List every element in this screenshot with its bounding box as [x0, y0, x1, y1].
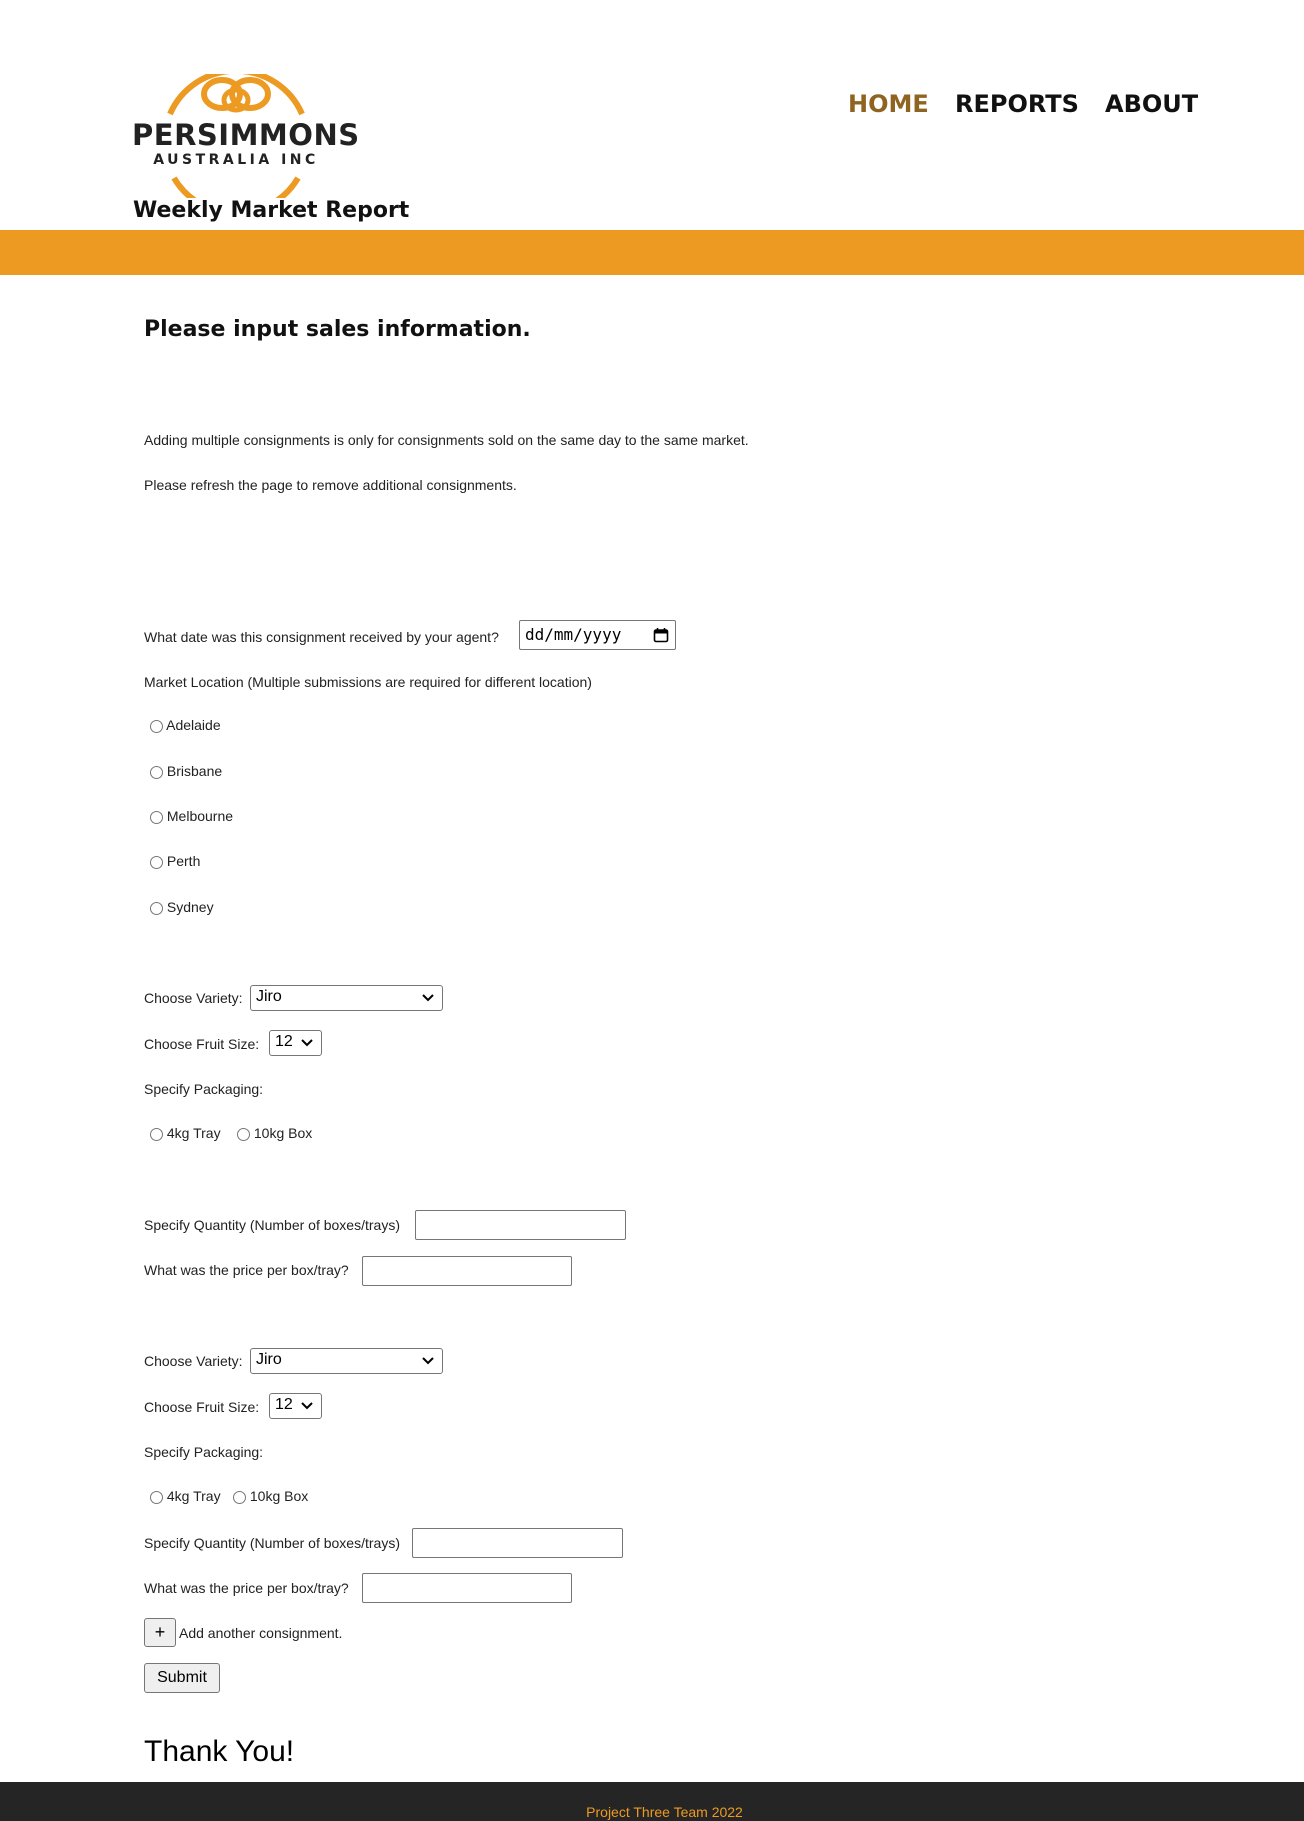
date-placeholder: dd/mm/yyyy: [525, 625, 622, 644]
radio-10kg-box[interactable]: [233, 1491, 246, 1504]
nav-about[interactable]: ABOUT: [1105, 90, 1199, 118]
fruit-size-label: Choose Fruit Size:: [144, 1399, 260, 1415]
quantity-input[interactable]: [415, 1210, 626, 1240]
location-option-perth[interactable]: [150, 853, 200, 869]
packaging-option-10kg-box[interactable]: [237, 1125, 312, 1141]
site-header: [0, 0, 1304, 230]
chevron-down-icon: [300, 1036, 314, 1050]
logo-wordmark: PERSIMMONS: [132, 118, 360, 152]
location-label: Melbourne: [166, 808, 234, 824]
nav-home[interactable]: HOME: [848, 90, 929, 118]
fruit-size-select[interactable]: [269, 1030, 322, 1056]
variety-value: Jiro: [256, 1351, 282, 1368]
location-label: Sydney: [166, 899, 214, 915]
variety-select[interactable]: [250, 985, 443, 1011]
submit-button[interactable]: Submit: [144, 1663, 220, 1693]
fruit-size-select[interactable]: [269, 1393, 322, 1419]
packaging-option-label: 4kg Tray: [166, 1125, 221, 1141]
note-multiple-consignments: Adding multiple consignments is only for consignments sold on the same day to the same market.: [144, 432, 749, 448]
date-input[interactable]: [519, 620, 676, 650]
header-accent-band: [0, 230, 1304, 275]
price-input[interactable]: [362, 1573, 572, 1603]
packaging-option-label: 10kg Box: [253, 1125, 313, 1141]
location-option-adelaide[interactable]: [150, 717, 221, 733]
footer-credit: Project Three Team 2022: [586, 1804, 743, 1820]
location-label: Brisbane: [166, 763, 223, 779]
packaging-option-label: 4kg Tray: [166, 1488, 221, 1504]
radio-sydney[interactable]: [150, 902, 163, 915]
calendar-icon[interactable]: [653, 627, 669, 643]
packaging-option-4kg-tray[interactable]: [150, 1125, 221, 1141]
quantity-input[interactable]: [412, 1528, 623, 1558]
radio-10kg-box[interactable]: [237, 1128, 250, 1141]
fruit-size-value: 12: [275, 1396, 293, 1413]
radio-adelaide[interactable]: [150, 720, 163, 733]
persimmons-logo[interactable]: [130, 74, 360, 198]
chevron-down-icon: [421, 991, 435, 1005]
packaging-option-label: 10kg Box: [249, 1488, 309, 1504]
note-refresh: Please refresh the page to remove additional consignments.: [144, 477, 517, 493]
market-location-label: Market Location (Multiple submissions are required for different location): [144, 674, 592, 690]
chevron-down-icon: [300, 1399, 314, 1413]
radio-perth[interactable]: [150, 856, 163, 869]
fruit-size-value: 12: [275, 1033, 293, 1050]
location-option-sydney[interactable]: [150, 899, 214, 915]
variety-value: Jiro: [256, 988, 282, 1005]
radio-4kg-tray[interactable]: [150, 1491, 163, 1504]
packaging-label: Specify Packaging:: [144, 1444, 264, 1460]
chevron-down-icon: [421, 1354, 435, 1368]
radio-brisbane[interactable]: [150, 766, 163, 779]
report-title: Weekly Market Report: [133, 198, 410, 223]
date-label: What date was this consignment received by your agent?: [144, 629, 499, 645]
nav-reports[interactable]: REPORTS: [955, 90, 1079, 118]
price-label: What was the price per box/tray?: [144, 1262, 349, 1278]
price-label: What was the price per box/tray?: [144, 1580, 349, 1596]
location-label: Perth: [166, 853, 201, 869]
add-consignment-label: Add another consignment.: [179, 1625, 343, 1641]
variety-label: Choose Variety:: [144, 990, 243, 1006]
page-title: Please input sales information.: [144, 317, 531, 342]
variety-label: Choose Variety:: [144, 1353, 243, 1369]
location-label: Adelaide: [166, 717, 221, 733]
packaging-option-4kg-tray[interactable]: [150, 1488, 221, 1504]
location-option-brisbane[interactable]: [150, 763, 222, 779]
price-input[interactable]: [362, 1256, 572, 1286]
location-option-melbourne[interactable]: [150, 808, 233, 824]
radio-melbourne[interactable]: [150, 811, 163, 824]
variety-select[interactable]: [250, 1348, 443, 1374]
logo-subtitle: AUSTRALIA INC: [153, 152, 319, 168]
add-consignment-button[interactable]: +: [144, 1618, 176, 1647]
packaging-option-10kg-box[interactable]: [233, 1488, 308, 1504]
quantity-label: Specify Quantity (Number of boxes/trays): [144, 1535, 400, 1551]
quantity-label: Specify Quantity (Number of boxes/trays): [144, 1217, 400, 1233]
thank-you-message: Thank You!: [144, 1735, 295, 1768]
radio-4kg-tray[interactable]: [150, 1128, 163, 1141]
packaging-label: Specify Packaging:: [144, 1081, 264, 1097]
fruit-size-label: Choose Fruit Size:: [144, 1036, 260, 1052]
site-footer: [0, 1782, 1304, 1821]
